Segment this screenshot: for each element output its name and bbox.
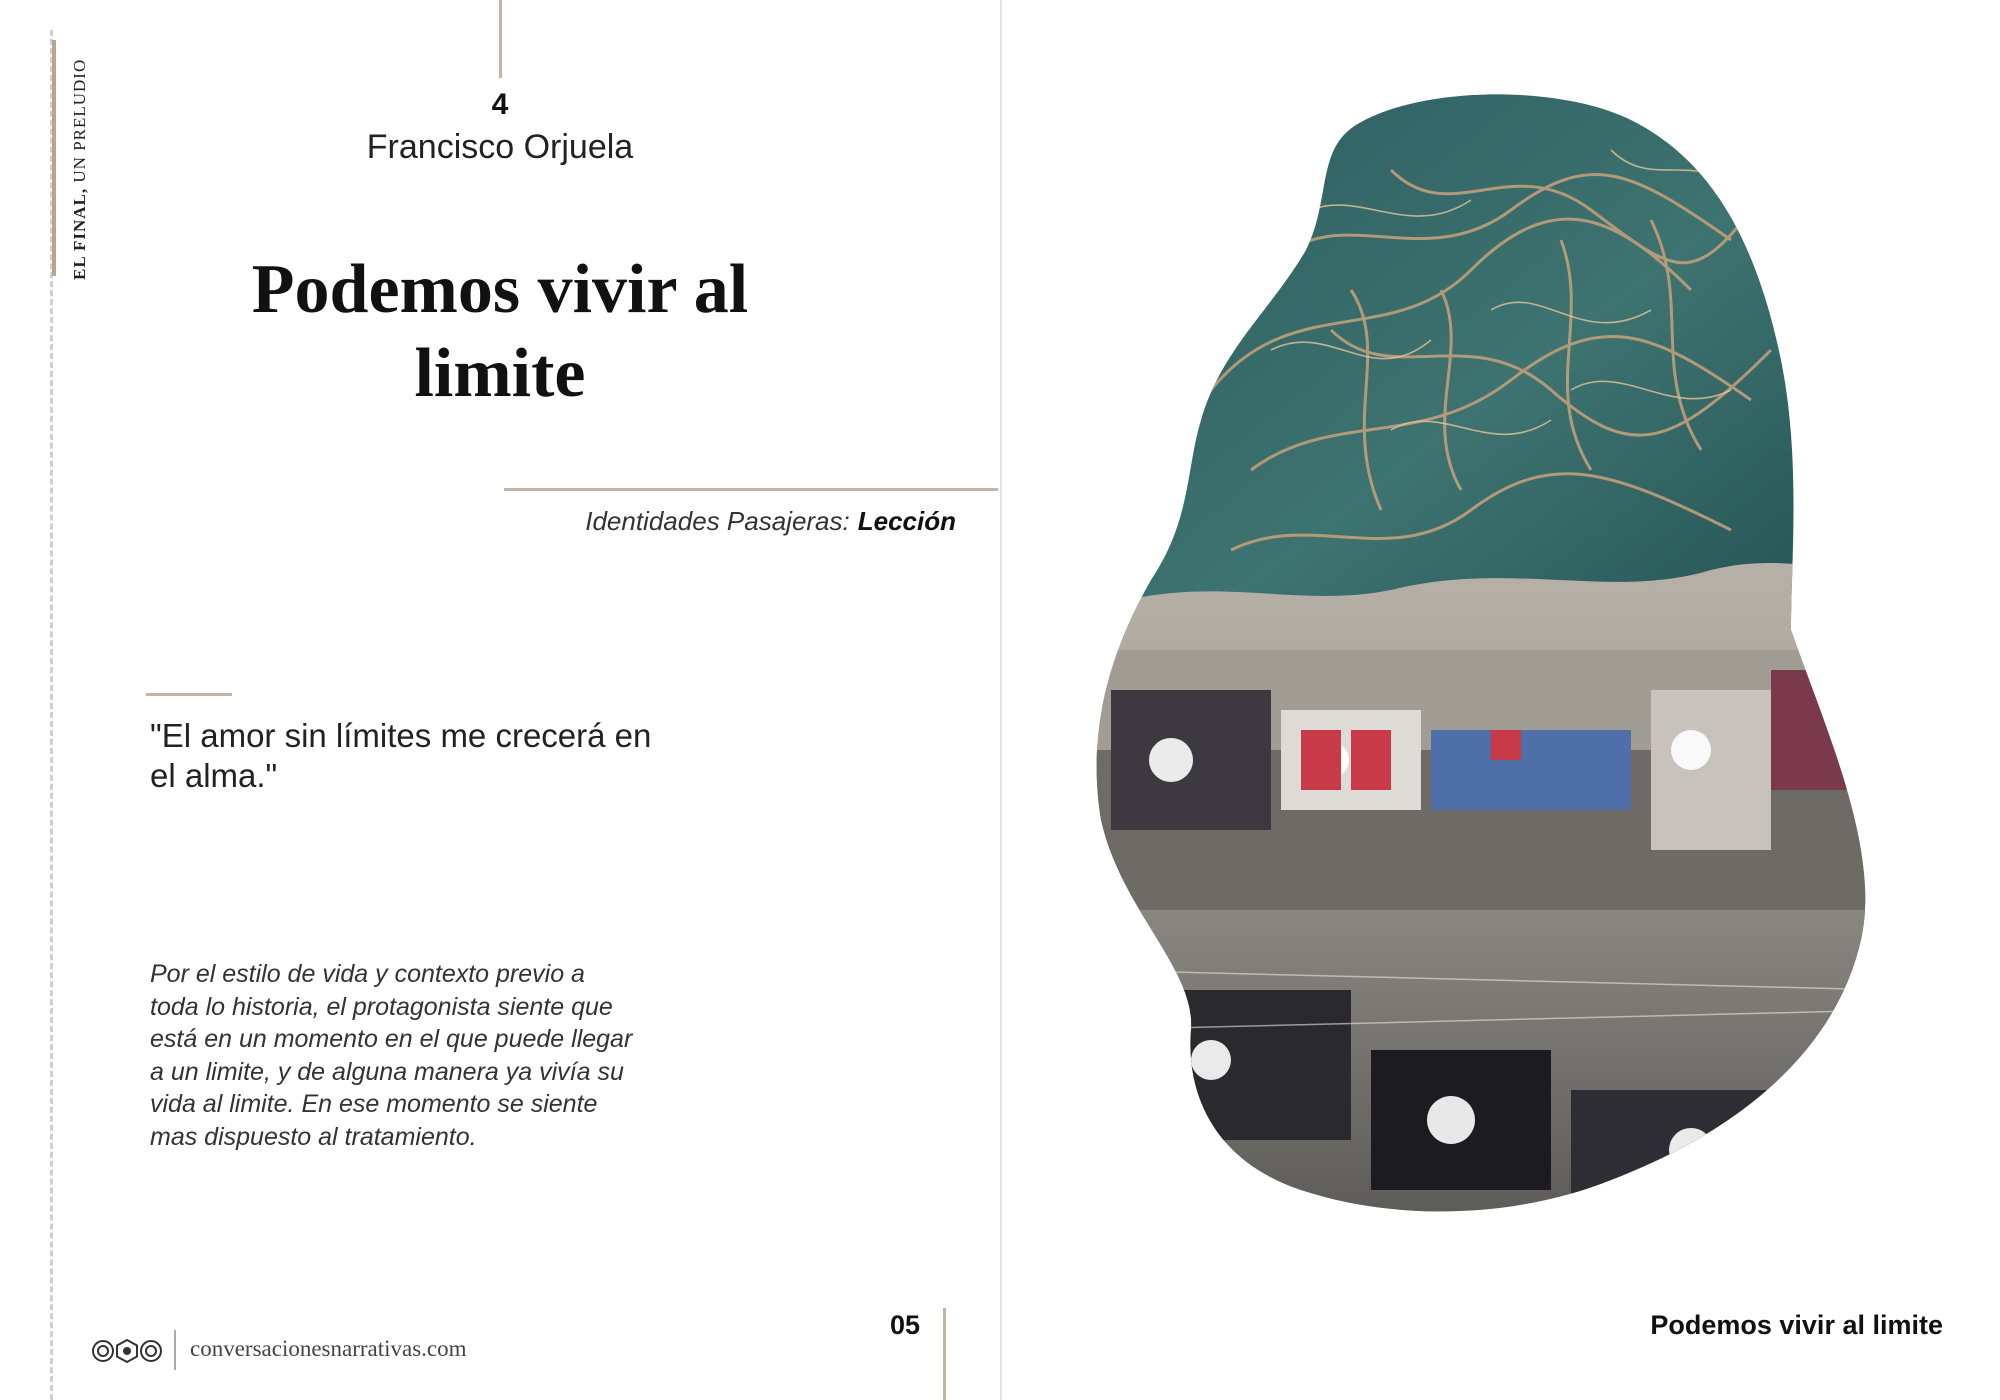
footer-running-title: Podemos vivir al limite [1650,1310,1943,1340]
running-head-bold: EL FINAL, [70,187,89,280]
series-value: Lección [857,506,956,536]
series-line [560,506,956,537]
series-rule [504,488,998,491]
running-head [70,40,98,280]
running-head-regular: UN PRELUDIO [70,58,89,183]
top-tick-rule [499,0,502,78]
pull-quote: "El amor sin límites me crecerá en el alma." [150,717,652,794]
body-paragraph: Por el estilo de vida y contexto previo a toda lo historia, el protagonista siente que está en un momento en el que puede llegar a un limite, y de alguna manera ya vivía su vida al limite. En ese momento se siente mas dispuesto al tratamiento. [150,960,633,1151]
footer-divider [174,1330,176,1370]
collage-illustration [1091,90,1891,1240]
author-name: Francisco Orjuela [366,128,634,166]
article-title-line1: Podemos vivir al [251,251,749,328]
series-label: Identidades Pasajeras: [585,506,850,536]
creative-commons-icon [92,1336,162,1366]
page-number: 05 [889,1310,920,1340]
article-title [160,248,840,416]
page-number-rule [943,1308,946,1400]
right-page [1001,0,2000,1400]
running-head-bar [52,40,56,276]
quote-rule [146,693,232,696]
article-title-line2: limite [414,335,586,412]
website-link[interactable]: conversacionesnarrativas.com [190,1336,467,1361]
chapter-number: 4 [491,88,509,121]
